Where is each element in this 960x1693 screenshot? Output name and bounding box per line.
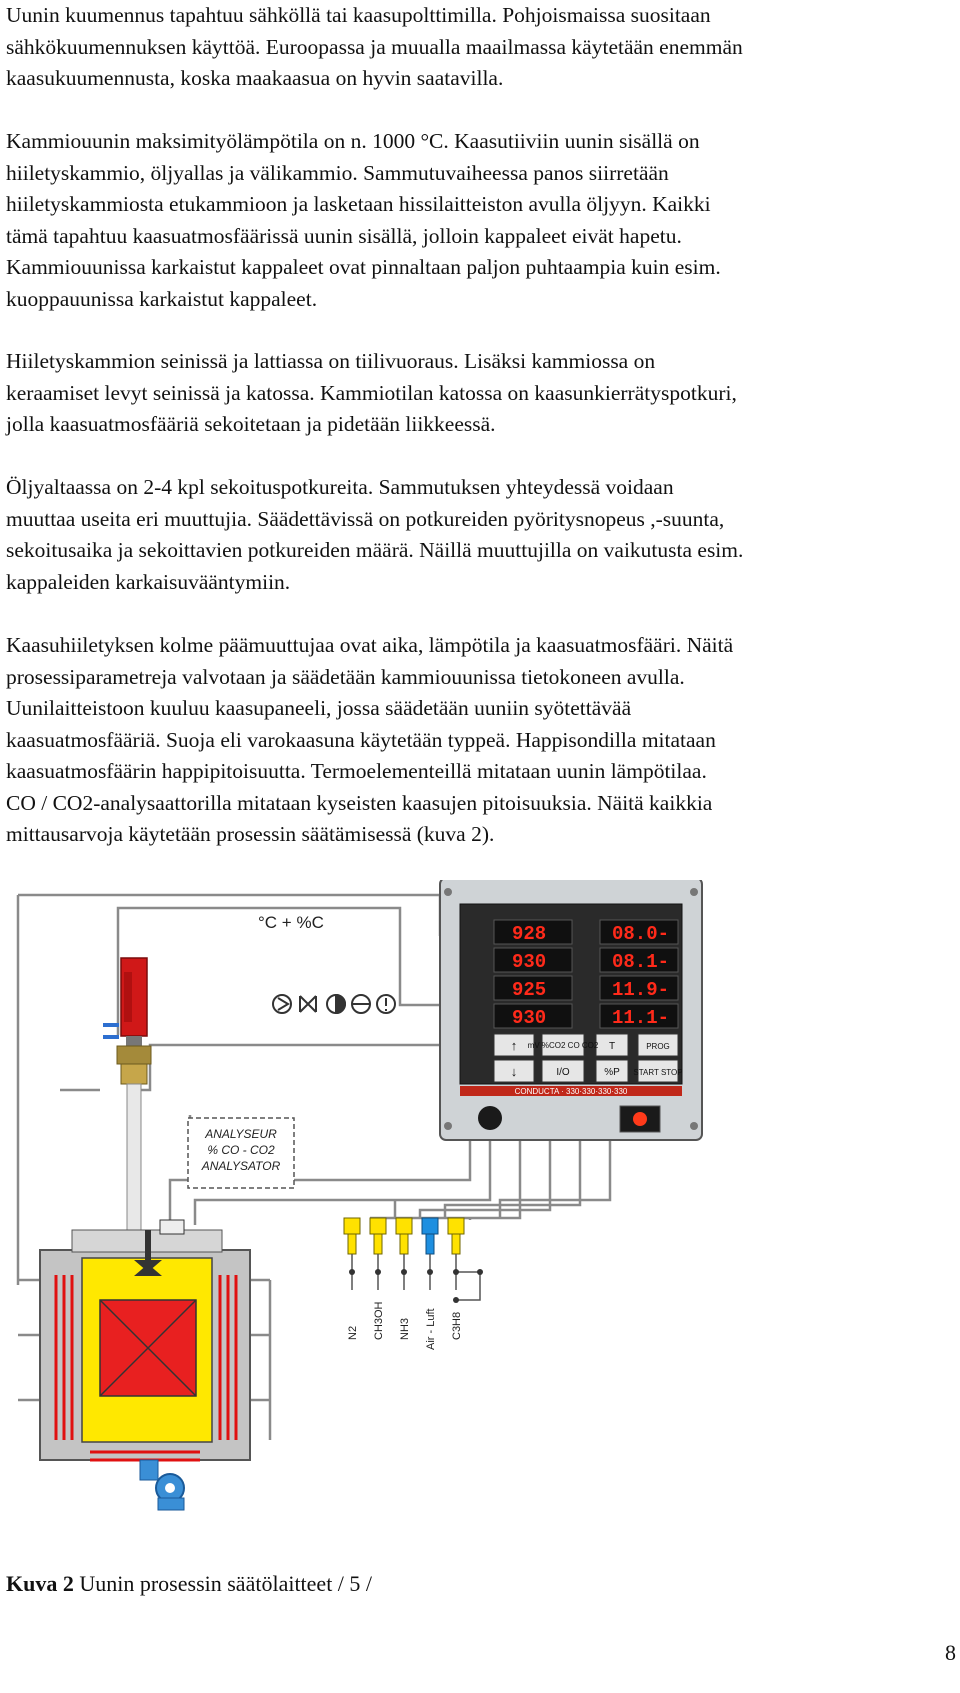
text-line: hiiletyskammio, öljyallas ja välikammio. Sammutuvaiheessa panos siirretään bbox=[6, 160, 669, 185]
page-number: 8 bbox=[945, 1640, 956, 1665]
paragraph-lining bbox=[6, 346, 956, 441]
caption-text: Uunin prosessin säätölaitteet / 5 / bbox=[73, 1571, 373, 1596]
text-line: Kammiouunin maksimityölämpötila on n. 1000 °C. Kaasutiiviin uunin sisällä on bbox=[6, 129, 700, 153]
valve-icon bbox=[300, 996, 316, 1012]
text-line: kappaleiden karkaisuvääntymiin. bbox=[6, 569, 291, 594]
display-value: 11.1- bbox=[612, 1007, 670, 1029]
caption-label: Kuva 2 bbox=[6, 1571, 74, 1596]
text-line: kaasuatmosfäärin happipitoisuutta. Termoelementeillä mitataan uunin lämpötilaa. bbox=[6, 759, 707, 783]
text-line: sähkökuumennuksen käyttöä. Euroopassa ja muualla maailmassa käytetään enemmän bbox=[6, 34, 743, 59]
text-line: kuoppauunissa karkaistut kappaleet. bbox=[6, 286, 318, 311]
display-value: 930 bbox=[512, 951, 547, 973]
text-line: Uunilaitteistoon kuuluu kaasupaneeli, jossa säädetään uuniin syötettävää bbox=[6, 696, 632, 720]
text-line: hiiletyskammiosta etukammioon ja lasketaan hissilaitteiston avulla öljyyn. Kaikki bbox=[6, 192, 711, 216]
furnace-control-figure bbox=[0, 880, 960, 1540]
text-line: tämä tapahtuu kaasuatmosfäärissä uunin sisällä, jolloin kappaleet eivät hapetu. bbox=[6, 223, 682, 248]
panel-brand-strip: CONDUCTA · 330·330·330·330 bbox=[514, 1087, 628, 1096]
text-line: muuttaa useita eri muuttujia. Säädettävissä on potkureiden pyöritysnopeus ,-suunta, bbox=[6, 506, 725, 531]
gas-panel bbox=[344, 1218, 483, 1350]
furnace bbox=[40, 1220, 250, 1510]
button-label: mV %CO2 CO CO2 bbox=[527, 1041, 599, 1050]
display-value: 925 bbox=[512, 979, 547, 1001]
text-line: Uunin kuumennus tapahtuu sähköllä tai kaasupolttimilla. Pohjoismaissa suositaan bbox=[6, 3, 711, 27]
text-line: Kaasuhiiletyksen kolme päämuuttujaa ovat aika, lämpötila ja kaasuatmosfääri. Näitä bbox=[6, 633, 734, 657]
charge-load bbox=[100, 1300, 196, 1396]
text-line: mittausarvoja käytetään prosessin säätämisessä (kuva 2). bbox=[6, 822, 495, 846]
panel-knob bbox=[478, 1106, 502, 1130]
button-label: START STOP bbox=[633, 1068, 683, 1077]
paragraph-chamber-furnace bbox=[6, 126, 956, 315]
text-line: kaasukuumennusta, koska maakaasua on hyvin saatavilla. bbox=[6, 66, 504, 90]
text-line: keraamiset levyt seinissä ja katossa. Kammiotilan katossa on kaasunkierrätyspotkuri, bbox=[6, 380, 737, 405]
paragraph-oil-bath bbox=[6, 472, 956, 598]
gas-label-air: Air - Luft bbox=[425, 1308, 437, 1350]
display-value: 11.9- bbox=[612, 979, 670, 1001]
analyser-label-3: ANALYSATOR bbox=[201, 1159, 281, 1173]
text-line: Kammiouunissa karkaistut kappaleet ovat pinnaltaan paljon puhtaampia kuin esim. bbox=[6, 255, 721, 279]
up-arrow-label: ↑ bbox=[510, 1038, 518, 1053]
text-line: jolla kaasuatmosfääriä sekoitetaan ja pidetään liikkeessä. bbox=[6, 412, 496, 436]
gas-label-methanol: CH3OH bbox=[373, 1301, 385, 1340]
gas-label-propane: C3H8 bbox=[451, 1311, 463, 1340]
display-value: 930 bbox=[512, 1007, 547, 1029]
gas-label-nh3: NH3 bbox=[399, 1317, 411, 1340]
button-label: T bbox=[608, 1041, 616, 1052]
flow-symbols bbox=[273, 995, 395, 1013]
gas-label-n2: N2 bbox=[347, 1325, 359, 1340]
button-label: %P bbox=[604, 1067, 620, 1078]
temperature-carbon-label: °C + %C bbox=[258, 913, 324, 932]
analyser-label-1: ANALYSEUR bbox=[205, 1127, 277, 1141]
co-co2-analyser bbox=[188, 1118, 294, 1188]
analyser-label-2: % CO - CO2 bbox=[207, 1143, 275, 1157]
oxygen-probe bbox=[103, 958, 151, 1250]
text-line: prosessiparametreja valvotaan ja säädetään kammiouunissa tietokoneen avulla. bbox=[6, 664, 685, 689]
display-value: 08.0- bbox=[612, 923, 670, 945]
button-label: PROG bbox=[646, 1042, 670, 1051]
text-line: Öljyaltaassa on 2-4 kpl sekoituspotkureita. Sammutuksen yhteydessä voidaan bbox=[6, 475, 674, 499]
text-line: kaasuatmosfääriä. Suoja eli varokaasuna käytetään typpeä. Happisondilla mitataan bbox=[6, 727, 716, 752]
down-arrow-label: ↓ bbox=[510, 1064, 518, 1079]
button-label: I/O bbox=[556, 1067, 570, 1078]
paragraph-heating bbox=[6, 0, 956, 95]
text-line: CO / CO2-analysaattorilla mitataan kyseisten kaasujen pitoisuuksia. Näitä kaikkia bbox=[6, 790, 713, 815]
status-lamp bbox=[633, 1112, 647, 1126]
display-value: 08.1- bbox=[612, 951, 670, 973]
display-value: 928 bbox=[512, 923, 547, 945]
figure-caption bbox=[6, 1568, 372, 1600]
paragraph-process-control bbox=[6, 630, 956, 851]
circulation-blower bbox=[140, 1460, 184, 1510]
text-line: Hiiletyskammion seinissä ja lattiassa on tiilivuoraus. Lisäksi kammiossa on bbox=[6, 349, 656, 373]
text-line: sekoitusaika ja sekoittavien potkureiden määrä. Näillä muuttujilla on vaikutusta esim. bbox=[6, 538, 744, 562]
control-panel bbox=[440, 880, 702, 1140]
